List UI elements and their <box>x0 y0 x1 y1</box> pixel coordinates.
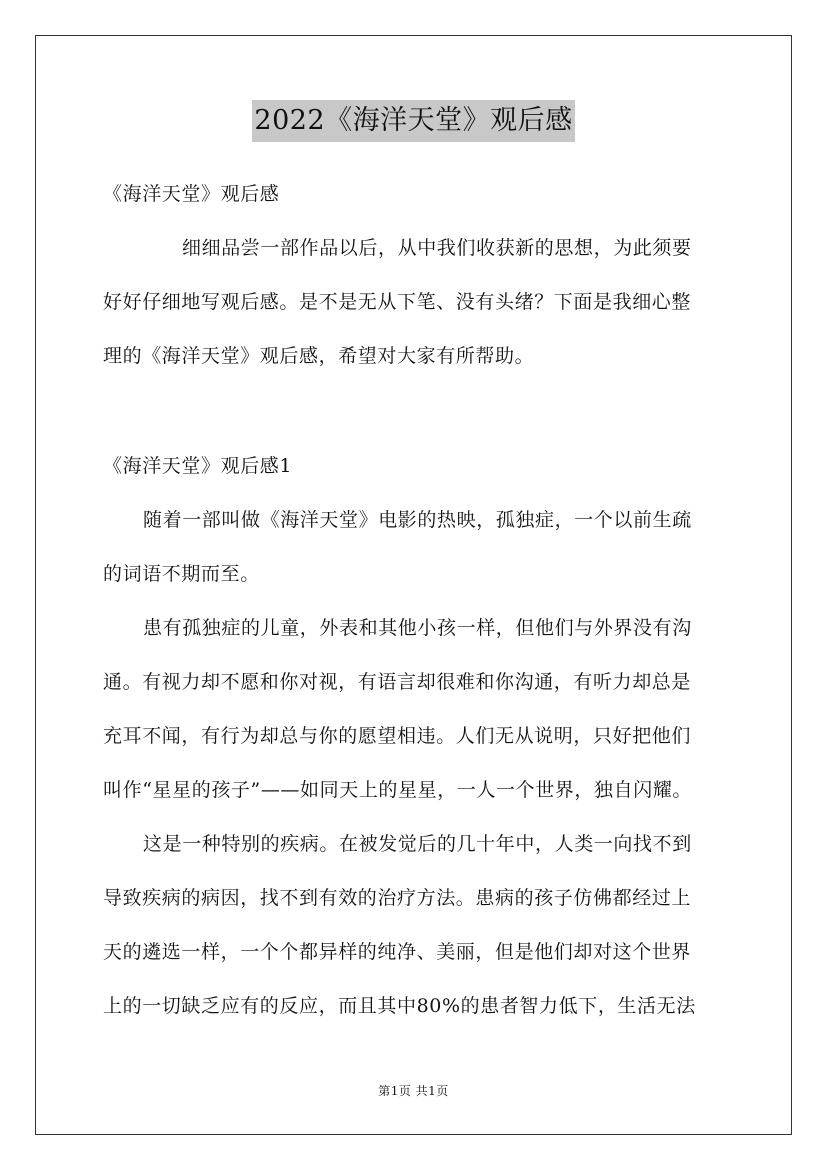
paragraph-line: 细细品尝一部作品以后，从中我们收获新的思想，为此须要 <box>182 237 692 259</box>
paragraph-line: 好好仔细地写观后感。是不是无从下笔、没有头绪？下面是我细心整 <box>103 291 692 313</box>
paragraph-line: 随着一部叫做《海洋天堂》电影的热映，孤独症，一个以前生疏 <box>143 509 692 531</box>
paragraph-line: 的词语不期而至。 <box>103 563 260 585</box>
paragraph-line: 理的《海洋天堂》观后感，希望对大家有所帮助。 <box>103 345 535 367</box>
subtitle-line: 《海洋天堂》观后感 <box>103 183 280 205</box>
paragraph-line: 天的遴选一样，一个个都异样的纯净、美丽，但是他们却对这个世界 <box>103 941 692 963</box>
document-title: 2022《海洋天堂》观后感 <box>252 100 574 142</box>
paragraph-line: 通。有视力却不愿和你对视，有语言却很难和你沟通，有听力却总是 <box>103 671 692 693</box>
paragraph-line: 导致疾病的病因，找不到有效的治疗方法。患病的孩子仿佛都经过上 <box>103 887 692 909</box>
paragraph-line: 患有孤独症的儿童，外表和其他小孩一样，但他们与外界没有沟 <box>143 617 692 639</box>
title-wrap <box>0 100 827 142</box>
paragraph-line: 这是一种特别的疾病。在被发觉后的几十年中，人类一向找不到 <box>143 833 692 855</box>
paragraph-line: 叫作“星星的孩子”——如同天上的星星，一人一个世界，独自闪耀。 <box>103 779 693 801</box>
page-number: 第1页 共1页 <box>378 1084 449 1098</box>
section-heading: 《海洋天堂》观后感1 <box>103 455 293 477</box>
paragraph-line: 上的一切缺乏应有的反应，而且其中80%的患者智力低下，生活无法 <box>103 995 696 1017</box>
paragraph-line: 充耳不闻，有行为却总与你的愿望相违。人们无从说明，只好把他们 <box>103 725 692 747</box>
